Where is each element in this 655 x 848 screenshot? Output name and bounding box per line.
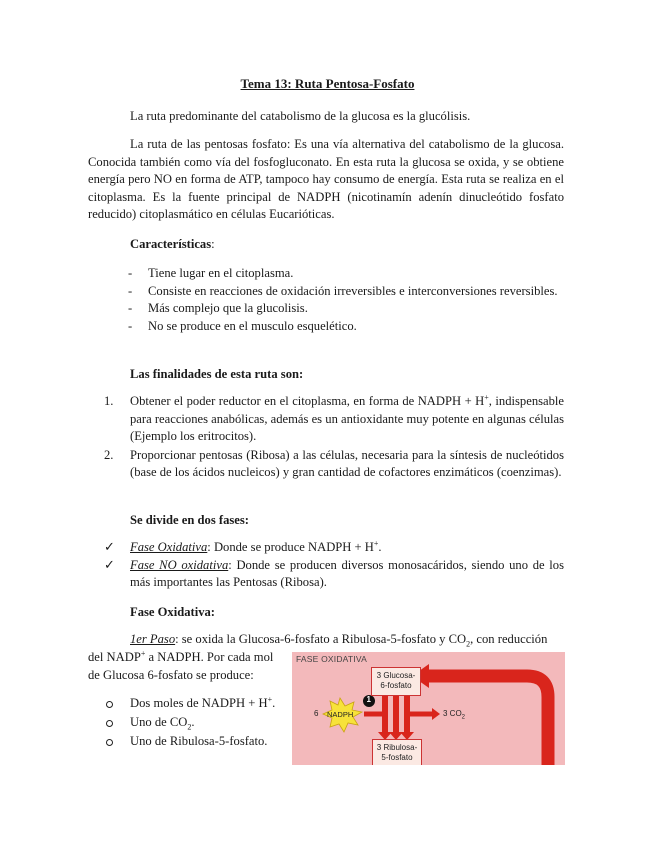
list-item: - Tiene lugar en el citoplasma. [128, 265, 564, 283]
list-item: - Consiste en reacciones de oxidación irreversibles e interconversiones reversibles. [128, 283, 564, 301]
list-item: Uno de $CO_2$. [104, 714, 294, 732]
nadph-count: 6 [314, 709, 319, 718]
paso-line-2: del NADP+ a NADPH. Por cada mol [88, 648, 274, 664]
checkmark-icon: ✓ [104, 540, 115, 555]
intro-paragraph-1: La ruta predominante del catabolismo de la glucosa es la glucólisis. [130, 109, 471, 123]
co2-label: 3 $CO_2$ [443, 709, 466, 721]
list-item: - No se produce en el musculo esquelético. [128, 318, 564, 336]
nadph-label: NADPH [327, 710, 354, 719]
caracteristicas-list [128, 265, 564, 335]
figure-label: FASE OXIDATIVA [296, 654, 367, 664]
ribulosa-box: 3 Ribulosa- 5-fosfato [372, 739, 422, 765]
finalidades-list [104, 393, 564, 483]
caracteristicas-heading: Características: [130, 237, 215, 251]
list-item: - Más complejo que la glucolisis. [128, 300, 564, 318]
glucosa-box: 3 Glucosa- 6-fosfato [371, 667, 421, 696]
list-item: ✓ Fase Oxidativa: Donde se produce NADPH + H+. [104, 538, 382, 555]
fase-oxidativa-figure [292, 652, 565, 765]
fases-heading: Se divide en dos fases: [130, 513, 249, 527]
intro-paragraph-2: La ruta de las pentosas fosfato: Es una vía alternativa del catabolismo de la glucosa. Conocida también como vía del fosfogluconato. En esta ruta la glucosa se oxida, y se obtiene energía pero NO en forma de ATP, tampoco hay consumo de energía. Esta ruta se realiza en el citoplasma. Es la fuente principal de NADPH (nicotinamín adenín dinucleótido fosfato reducido) citoplasmático en células Eucarióticas. [88, 137, 564, 222]
list-item: 1. Obtener el poder reductor en el citoplasma, en forma de NADPH + H+, indispensable para reacciones anabólicas, además es un antioxidante muy potente en algunas células (Ejemplo los eritrocitos). [104, 392, 564, 444]
return-arrow [427, 676, 548, 765]
fases-list [104, 539, 564, 592]
checkmark-icon: ✓ [104, 557, 115, 573]
list-item: Dos moles de NADPH + H+. [104, 695, 294, 713]
step-number: 1 [366, 695, 371, 704]
finalidades-heading: Las finalidades de esta ruta son: [130, 367, 304, 381]
paso-line-1: 1er Paso: se oxida la Glucosa-6-fosfato a Ribulosa-5-fosfato y $CO_2$, con reducción [130, 632, 548, 649]
list-item: 2. Proporcionar pentosas (Ribosa) a las células, necesaria para la síntesis de nucleótidos (base de los ácidos nucleicos) y gran cantidad de cofactores enzimáticos (coenzimas). [104, 447, 564, 480]
flow-arrow [404, 695, 410, 733]
flow-arrow [382, 695, 388, 733]
paso-line-3: de Glucosa 6-fosfato se produce: [88, 668, 254, 682]
list-item: ✓ Fase NO oxidativa: Donde se producen diversos monosacáridos, siendo uno de los más importantes las Pentosas (Ribosa). [104, 557, 565, 590]
list-item: Uno de Ribulosa-5-fosfato. [104, 733, 294, 751]
pathway-diagram [292, 652, 565, 765]
flow-arrow [393, 695, 399, 733]
fase-oxidativa-heading: Fase Oxidativa: [130, 605, 216, 619]
page-title: Tema 13: Ruta Pentosa-Fosfato [240, 76, 415, 91]
productos-list [104, 695, 294, 752]
